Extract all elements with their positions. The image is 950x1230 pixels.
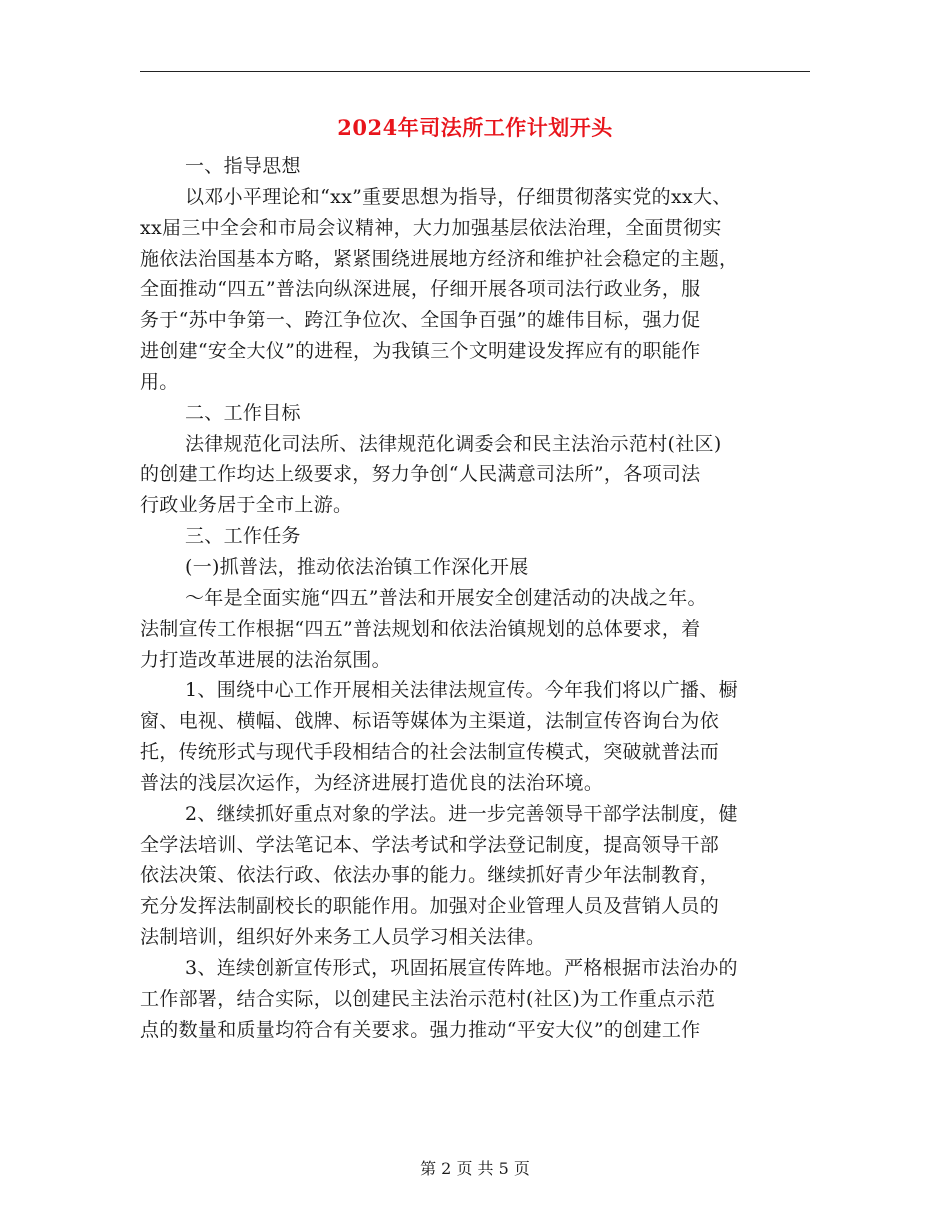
- header-rule: [140, 71, 810, 72]
- body-line: 施依法治国基本方略，紧紧围绕进展地方经济和维护社会稳定的主题，: [140, 247, 739, 270]
- body-line: xx届三中全会和市局会议精神，大力加强基层依法治理，全面贯彻实: [140, 216, 722, 239]
- body-line: 进创建“安全大仪”的进程，为我镇三个文明建设发挥应有的职能作: [140, 340, 701, 363]
- body-line: 全学法培训、学法笔记本、学法考试和学法登记制度，提高领导干部: [140, 833, 720, 856]
- body-line: 充分发挥法制副校长的职能作用。加强对企业管理人员及营销人员的: [140, 895, 720, 918]
- body-line: ～年是全面实施“四五”普法和开展安全创建活动的决战之年。: [185, 586, 707, 609]
- body-line: 务于“苏中争第一、跨江争位次、全国争百强”的雄伟目标，强力促: [140, 309, 701, 332]
- body-line: (一)抓普法，推动依法治镇工作深化开展: [185, 555, 529, 578]
- body-line: 用。: [140, 370, 179, 393]
- body-line: 行政业务居于全市上游。: [140, 494, 353, 517]
- body-line: 的创建工作均达上级要求，努力争创“人民满意司法所”，各项司法: [140, 463, 701, 486]
- body-line: 力打造改革进展的法治氛围。: [140, 648, 391, 671]
- body-line: 法律规范化司法所、法律规范化调委会和民主法治示范村(社区): [185, 432, 722, 455]
- body-line: 以邓小平理论和“xx”重要思想为指导，仔细贯彻落实党的xx大、: [185, 185, 732, 208]
- page-footer: 第 2 页 共 5 页: [420, 1159, 530, 1178]
- body-line: 二、工作目标: [185, 401, 301, 424]
- body-line: 1、围绕中心工作开展相关法律法规宣传。今年我们将以广播、橱: [185, 679, 738, 702]
- body-line: 三、工作任务: [185, 525, 301, 548]
- body-line: 工作部署，结合实际，以创建民主法治示范村(社区)为工作重点示范: [140, 987, 716, 1010]
- body-line: 普法的浅层次运作，为经济进展打造优良的法治环境。: [140, 771, 604, 794]
- body-line: 点的数量和质量均符合有关要求。强力推动“平安大仪”的创建工作: [140, 1018, 701, 1041]
- document-body: [140, 151, 840, 1045]
- body-line: 2、继续抓好重点对象的学法。进一步完善领导干部学法制度，健: [185, 802, 738, 825]
- body-line: 一、指导思想: [185, 155, 301, 177]
- body-line: 3、连续创新宣传形式，巩固拓展宣传阵地。严格根据市法治办的: [185, 956, 738, 979]
- body-line: 全面推动“四五”普法向纵深进展，仔细开展各项司法行政业务，服: [140, 278, 701, 301]
- document-title: 2024年司法所工作计划开头: [337, 115, 613, 140]
- body-line: 窗、电视、横幅、戗牌、标语等媒体为主渠道，法制宣传咨询台为依: [140, 710, 720, 733]
- body-line: 依法决策、依法行政、依法办事的能力。继续抓好青少年法制教育，: [140, 864, 720, 887]
- body-line: 法制宣传工作根据“四五”普法规划和依法治镇规划的总体要求，着: [140, 617, 701, 640]
- body-line: 法制培训，组织好外来务工人员学习相关法律。: [140, 926, 546, 949]
- body-line: 托，传统形式与现代手段相结合的社会法制宣传模式，突破就普法而: [140, 741, 720, 764]
